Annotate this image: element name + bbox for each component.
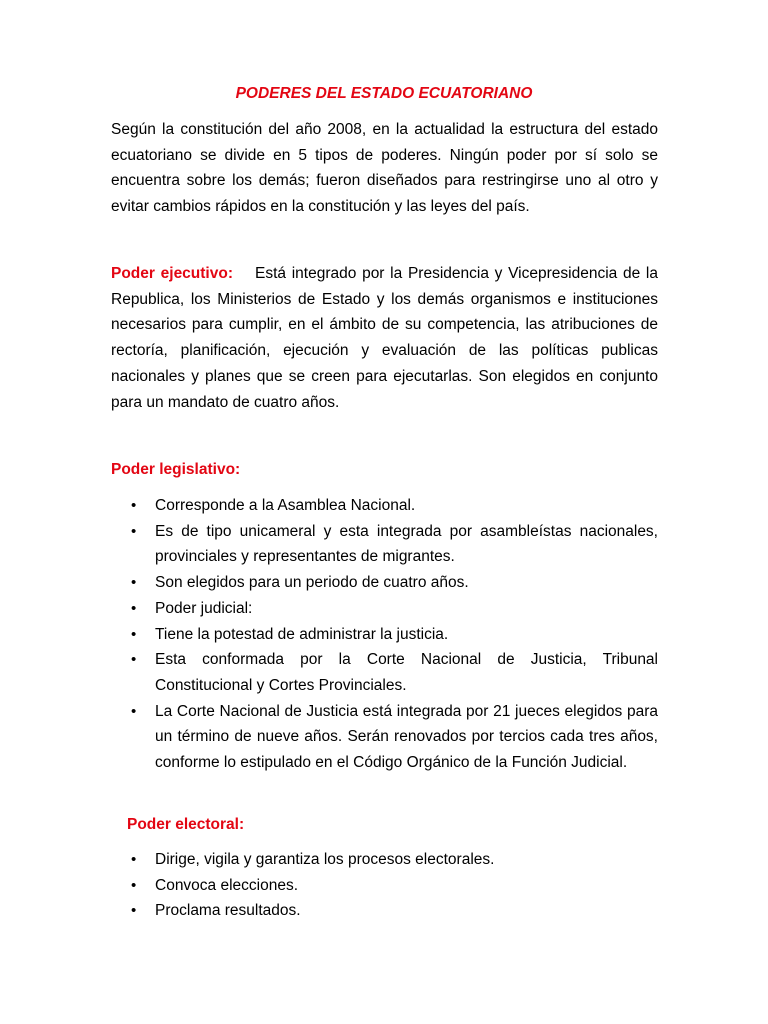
legislative-heading: Poder legislativo: <box>111 461 241 478</box>
list-item: • Es de tipo unicameral y esta integrada por asambleístas nacionales, provinciales y representantes de migrantes. <box>111 519 658 570</box>
intro-paragraph: Según la constitución del año 2008, en la actualidad la estructura del estado ecuatoriano se divide en 5 tipos de poderes. Ningún poder por sí solo se encuentra sobre los demás; fueron diseñados para restringirse uno al otro y evitar cambios rápidos en la constitución y las leyes del país. <box>111 121 658 216</box>
document-title: PODERES DEL ESTADO ECUATORIANO <box>235 85 533 102</box>
bullet-icon: • <box>131 497 137 514</box>
list-item: • Tiene la potestad de administrar la justicia. <box>111 622 658 648</box>
bullet-icon: • <box>131 851 137 868</box>
electoral-heading: Poder electoral: <box>127 816 245 833</box>
list-item: • Dirige, vigila y garantiza los procesos electorales. <box>111 847 658 873</box>
bullet-icon: • <box>131 522 137 540</box>
bullet-icon: • <box>131 625 137 643</box>
executive-paragraph <box>111 261 658 415</box>
bullet-icon: • <box>131 599 137 617</box>
bullet-icon: • <box>131 902 137 920</box>
list-item: • Corresponde a la Asamblea Nacional. <box>111 493 658 519</box>
bullet-icon: • <box>131 651 137 669</box>
executive-heading: Poder ejecutivo: <box>111 265 233 282</box>
list-item: • Poder judicial: <box>111 596 658 622</box>
list-item: • Son elegidos para un periodo de cuatro años. <box>111 570 658 596</box>
electoral-list <box>111 847 658 924</box>
list-item: • Convoca elecciones. <box>111 873 658 899</box>
bullet-icon: • <box>131 876 137 894</box>
legislative-list <box>111 493 658 776</box>
list-item: • La Corte Nacional de Justicia está integrada por 21 jueces elegidos para un término de nueve años. Serán renovados por tercios cada tres años, conforme lo estipulado en el Código Orgánico de la Función Judicial. <box>111 699 658 776</box>
bullet-icon: • <box>131 702 137 720</box>
list-item: • Proclama resultados. <box>111 898 658 924</box>
executive-text: Está integrado por la Presidencia y Vicepresidencia de la Republica, los Ministerios de Estado y los demás organismos e instituciones necesarios para cumplir, en el ámbito de su competencia, las atribuciones de rectoría, planificación, ejecución y evaluación de las políticas publicas nacionales y planes que se creen para ejecutarlas. Son elegidos en conjunto para un mandato de cuatro años. <box>111 265 658 411</box>
bullet-icon: • <box>131 574 137 592</box>
list-item: • Esta conformada por la Corte Nacional de Justicia, Tribunal Constitucional y Cortes Provinciales. <box>111 647 658 698</box>
